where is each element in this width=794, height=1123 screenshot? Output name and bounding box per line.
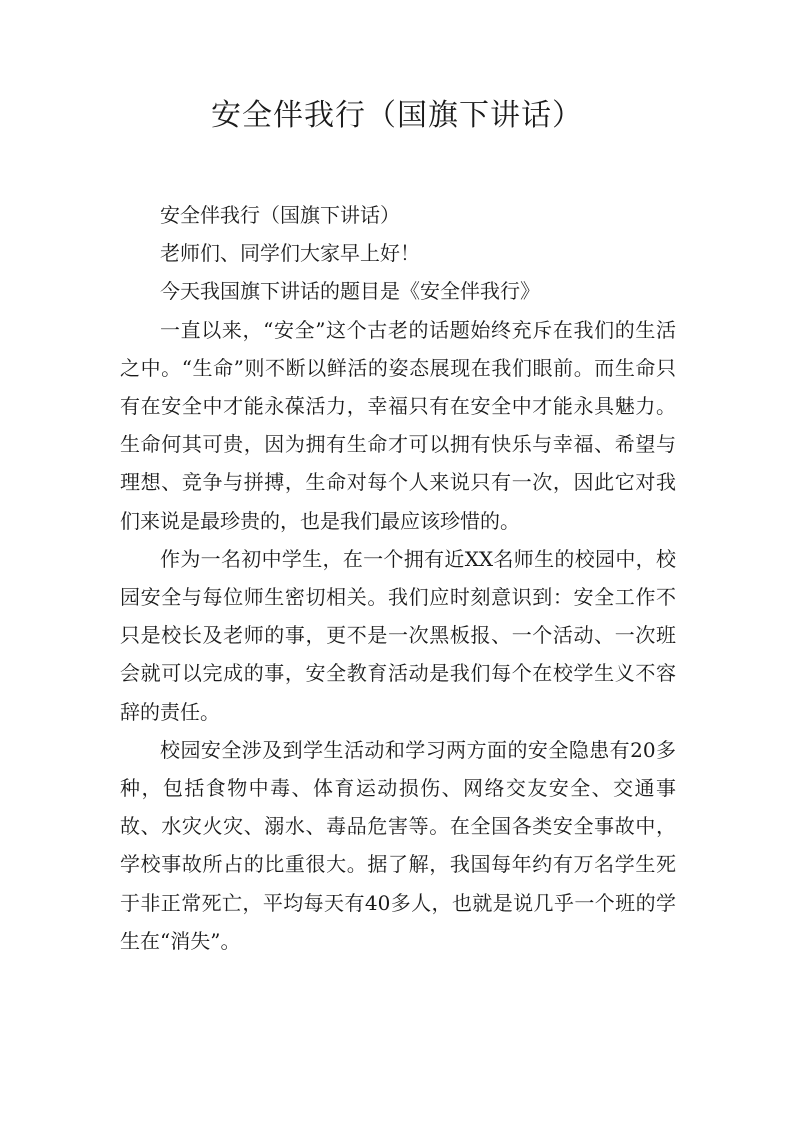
paragraph-campus-hazards: 校园安全涉及到学生活动和学习两方面的安全隐患有20多种，包括食物中毒、体育运动损伤、网络交友安全、交通事故、水灾火灾、溺水、毒品危害等。在全国各类安全事故中，学校事故所占的比重很大。据了解，我国每年约有万名学生死于非正常死亡，平均每天有40多人，也就是说几乎一个班的学生在“消失”。 <box>120 737 676 953</box>
document-title: 安全伴我行（国旗下讲话） <box>211 98 583 133</box>
paragraph-topic: 今天我国旗下讲话的题目是《安全伴我行》 <box>160 279 540 304</box>
paragraph-subtitle: 安全伴我行（国旗下讲话） <box>160 203 400 227</box>
paragraph-greeting: 老师们、同学们大家早上好！ <box>160 241 420 266</box>
document-body <box>120 196 676 960</box>
paragraph-life-and-safety: 一直以来，“安全”这个古老的话题始终充斥在我们的生活之中。“生命”则不断以鲜活的姿态展现在我们眼前。而生命只有在安全中才能永葆活力，幸福只有在安全中才能永具魅力。生命何其可贵，因为拥有生命才可以拥有快乐与幸福、希望与理想、竞争与拼搏，生命对每个人来说只有一次，因此它对我们来说是最珍贵的，也是我们最应该珍惜的。 <box>120 317 676 533</box>
paragraph-student-responsibility: 作为一名初中学生，在一个拥有近XX名师生的校园中，校园安全与每位师生密切相关。我们应时刻意识到：安全工作不只是校长及老师的事，更不是一次黑板报、一个活动、一次班会就可以完成的事，安全教育活动是我们每个在校学生义不容辞的责任。 <box>120 546 676 724</box>
